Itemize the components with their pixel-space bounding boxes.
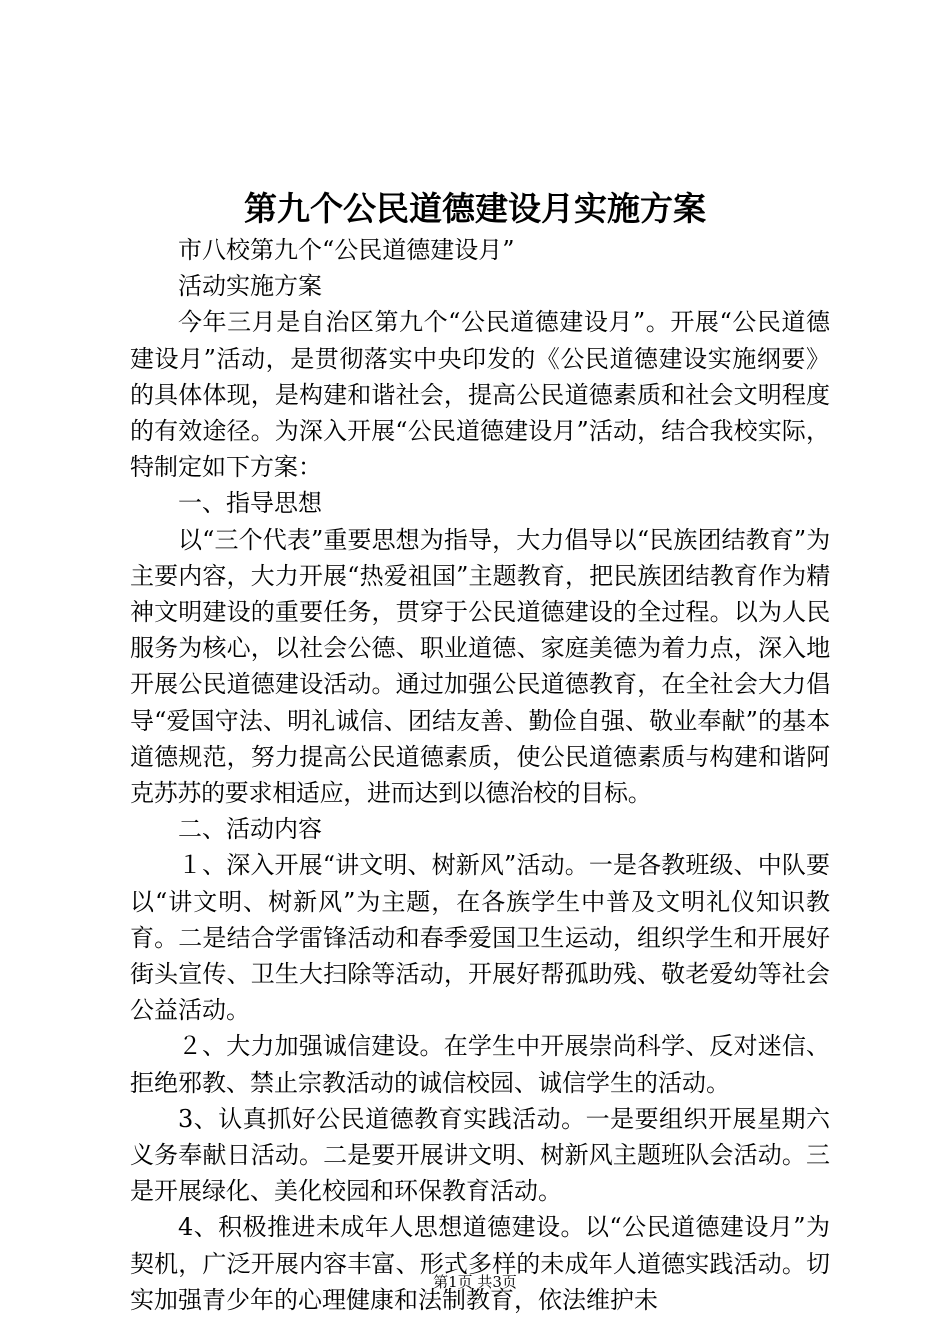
- document-title: 第九个公民道德建设月实施方案: [244, 189, 706, 228]
- paragraph-item-2: ２、大力加强诚信建设。在学生中开展崇尚科学、反对迷信、拒绝邪教、禁止宗教活动的诚信校园、诚信学生的活动。: [130, 1032, 830, 1097]
- paragraph-subtitle-line1: 市八校第九个“公民道德建设月”: [178, 236, 515, 264]
- paragraph-item-1: １、深入开展“讲文明、树新风”活动。一是各教班级、中队要以“讲文明、树新风”为主题，在各族学生中普及文明礼仪知识教育。二是结合学雷锋活动和春季爱国卫生运动，组织学生和开展好街头宣传、卫生大扫除等活动，开展好帮孤助残、敬老爱幼等社会公益活动。: [130, 851, 830, 1025]
- paragraph-intro: 今年三月是自治区第九个“公民道德建设月”。开展“公民道德建设月”活动，是贯彻落实中央印发的《公民道德建设实施纲要》的具体体现，是构建和谐社会，提高公民道德素质和社会文明程度的有效途径。为深入开展“公民道德建设月”活动，结合我校实际，特制定如下方案：: [130, 308, 830, 482]
- paragraph-guiding-ideology: 以“三个代表”重要思想为指导，大力倡导以“民族团结教育”为主要内容，大力开展“热爱祖国”主题教育，把民族团结教育作为精神文明建设的重要任务，贯穿于公民道德建设的全过程。以为人民服务为核心，以社会公德、职业道德、家庭美德为着力点，深入地开展公民道德建设活动。通过加强公民道德教育，在全社会大力倡导“爱国守法、明礼诚信、团结友善、勤俭自强、敬业奉献”的基本道德规范，努力提高公民道德素质，使公民道德素质与构建和谐阿克苏苏的要求相适应，进而达到以德治校的目标。: [130, 525, 830, 808]
- section-heading-activity-content: 二、活动内容: [178, 815, 322, 844]
- paragraph-item-3: 3、认真抓好公民道德教育实践活动。一是要组织开展星期六义务奉献日活动。二是要开展讲文明、树新风主题班队会活动。三是开展绿化、美化校园和环保教育活动。: [130, 1104, 830, 1206]
- page-footer: 第1页 共3页: [433, 1273, 517, 1291]
- document-body: [130, 232, 830, 1318]
- paragraph-item-4: 4、积极推进未成年人思想道德建设。以“公民道德建设月”为契机，广泛开展内容丰富、形式多样的未成年人道德实践活动。切实加强青少年的心理健康和法制教育，依法维护未: [130, 1213, 830, 1314]
- paragraph-subtitle-line2: 活动实施方案: [178, 272, 322, 301]
- section-heading-guiding-ideology: 一、指导思想: [178, 489, 322, 518]
